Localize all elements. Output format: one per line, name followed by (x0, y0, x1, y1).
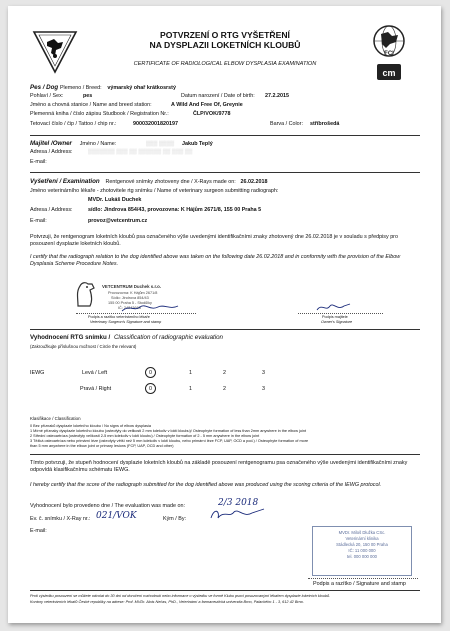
tattoo-label: Tetovací číslo / čip / Tattoo / chip nr.: (30, 121, 117, 127)
right-grade-0[interactable]: 0 (149, 386, 152, 392)
evaluator-stamp-line-2: Stádlecká 20, 150 00 Praha (336, 542, 388, 547)
owner-name-label: Jméno / Name: (79, 141, 117, 147)
color-value: stříbrošedá (310, 121, 340, 127)
xray-nr-value: 021/VOK (96, 511, 137, 521)
final-cz-statement: Tímto potvrzuji, že stupeň hodnocení dysplazie loketních kloubů na základě posouzení rentgenogramu psa označeného výše uvedenými identifikačními znaky odpovídá klasifikačnímu schématu IEWG. (30, 460, 408, 473)
evaluation-heading-en: Classification of radiographic evaluation (113, 334, 223, 341)
classification-heading: Klasifikace / Classification (30, 416, 81, 421)
vet-stamp-line-3: 155 00 Praha 5 - Stodůlky (108, 301, 152, 305)
left-label: Levá / Left (82, 370, 108, 376)
owner-heading: Majitel /Owner (30, 140, 72, 147)
breed-label: Plemeno / Breed: (59, 85, 102, 91)
svg-text:cm: cm (382, 68, 396, 78)
fci-emblem (364, 24, 414, 76)
evaluator-stamp-line-3: IČ: 11 000 000 (348, 548, 376, 553)
evaluation-instruction: (Zakroužkujte příslušnou možnost / Circle the relevant) (30, 344, 137, 349)
xray-value: 26.02.2018 (240, 179, 268, 185)
vet-address-value: sídlo: Jindrova 854/43, provozovna: K Hájům 2671/8, 155 00 Praha 5 (88, 207, 262, 213)
exam-heading: Vyšetření / Examination (30, 178, 100, 185)
xray-nr-label: Ev. č. snímku / X-Ray nr.: (30, 516, 91, 522)
dog-name-value: A Wild And Free Of, Greynie (171, 102, 243, 108)
exam-en-statement: I certify that the radiograph relation to the dog identified above was taken on the following date 26.02.2018 and in conformity with the provision of the Elbow Dysplasia Scheme Procedure Notes. (30, 254, 401, 267)
studbook-value: ČLP/VOK/9778 (193, 111, 231, 117)
vet-value: MVDr. Lukáš Duchek (88, 197, 142, 203)
evaluator-stamp-line-1: Veterinární klinika (345, 536, 379, 541)
evaluation-date-label: Vyhodnocení bylo provedeno dne / The evaluation was made on: (30, 503, 185, 509)
sex-label: Pohlaví / Sex: (30, 93, 64, 99)
dog-heading: Pes / Dog (30, 84, 59, 91)
right-grade-1[interactable]: 1 (189, 386, 192, 392)
final-en-statement: I hereby certify that the score of the radiograph submitted for the dog identified above was produced using the scoring criteria of the IEWG protocol. (30, 482, 382, 488)
evaluation-scheme: IEWG (30, 370, 45, 376)
vet-stamp-line-4: IČ: 24243663 (118, 306, 141, 310)
vet-stamp-title: VETCENTRUM Duchek s.r.o. (102, 284, 162, 289)
fci-globe-icon (364, 24, 414, 58)
left-grade-0[interactable]: 0 (149, 370, 152, 376)
vet-email-value: provoz@vetcentrum.cz (88, 218, 148, 224)
dog-club-emblem-icon (30, 26, 80, 76)
vet-signature-label-en: Veterinary Surgeon's Signature and stamp (90, 320, 162, 324)
owner-name-value: Jakub Teplý (181, 141, 213, 147)
evaluation-heading: Vyhodnocení RTG snímku / (30, 334, 111, 341)
exam-cz-statement: Potvrzuji, že rentgenogram loketních kloubů psa označeného výše uvedenými identifikačními znaky zhotovený dne 26.02.2018 je v souladu s předpisy pro posouzení dysplazie loketních kloubů. (30, 234, 398, 247)
classification-line-1: 1 Mírné příznaky dysplazie loketního kloubu (osteofyty do velikosti 2 mm kdekoliv v lokti kloubu)/ Osteophyte formation of less than 2mm anywhere in the elbow joint (30, 429, 307, 433)
evaluator-signature-label: Podpis a razítko / Signature and stamp (313, 581, 406, 587)
classification-line-3: 3 Těžká osteoartróza nebo primární léze (osteofyty větší než 5 mm kdekoliv v lokti kloubu, nebo primární léze FCP, UAP, OCD a pod.) / Osteophyte formation of more (30, 439, 309, 443)
footer-line-1: Proti výsledku posouzení se můžete odvolat do 30 dní od doručení rozhodnutí nebo informace o výsledku ve formě Klubu psovi posuzovanými lékařem dysplazie loketních kloubů. (30, 594, 331, 598)
owner-address-label: Adresa / Address: (30, 149, 73, 155)
title-line-2: NA DYSPLAZII LOKETNÍCH KLOUBŮ (149, 40, 301, 50)
page-subtitle: CERTIFICATE OF RADIOLOGICAL ELBOW DYSPLASIA EXAMINATION (133, 61, 317, 67)
vet-address-label: Adresa / Address: (30, 207, 73, 213)
evaluator-email-label: E-mail: (30, 528, 47, 534)
dob-value: 27.2.2015 (265, 93, 289, 99)
studbook-label: Plemenná kniha / číslo zápisu Studbook / Registration Nr.: (30, 111, 169, 117)
breed-value: výmarský ohař krátkosrstý (107, 85, 176, 91)
vet-signature-label-cz: Podpis a razítko veterinárního lékaře (88, 315, 150, 319)
tattoo-value: 900032001820197 (133, 121, 178, 127)
owner-address-redacted: ▒▒▒▒▒▒▒ ▒▒▒ ▒▒ ▒▒▒▒▒▒ ▒▒ ▒▒▒ ▒▒ (88, 149, 193, 155)
fci-logo-text: FCI (384, 51, 394, 57)
club-badge-icon (364, 63, 414, 81)
classification-line-0: 0 Bez příznaků dysplazie loketního kloubu / No signs of elbow dysplasia (30, 424, 151, 428)
right-grade-3[interactable]: 3 (262, 386, 265, 392)
vet-stamp-dog-icon (72, 278, 102, 310)
left-grade-1[interactable]: 1 (189, 370, 192, 376)
right-grade-2[interactable]: 2 (223, 386, 226, 392)
vet-stamp-line-2: Sídlo: Jindrova 854/43 (111, 296, 149, 300)
evaluator-stamp-line-4: tel. 000 000 000 (346, 554, 378, 559)
dog-name-label: Jméno a chovná stanice / Name and breed station: (30, 102, 152, 108)
color-label: Barva / Color: (270, 121, 303, 127)
footer-line-2: Kontory veterinárních lékařů České republiky na adrese: Prof. MVDr. Alois Nečas, PhD., Veterinární a farmaceutická univerzita Brno, Palackého 1 - 3, 612 42 Brno. (30, 600, 304, 604)
sex-value: pes (83, 93, 93, 99)
left-grade-2[interactable]: 2 (223, 370, 226, 376)
certificate-page: FCI cm POTVRZENÍ O RTG VYŠETŘENÍ NA DYSPLAZII LOKETNÍCH KLOUBŮ CERTIFICATE OF RADIOLOGICAL ELBOW DYSPLASIA EXAMINATION Pes / Dog Plemeno / Breed: výmarský ohař krátkosrstý Pohlaví / Sex: pes Datum narození / Date of birth: 27.2.2015 Jméno a chovná stanice / Name and breed station: A Wild And Free Of, Greynie Plemenná kniha / číslo zápisu Studbook / Registration Nr.: ČLP/VOK/9778 Tetovací číslo / čip / Tattoo / chip nr.: 900032001820197 Barva / Color: stříbrošedá Majitel /Owner Jméno / Name: ▒▒▒ ▒▒▒▒ Jakub Teplý Adresa / Address: ▒▒▒▒▒▒▒ ▒▒▒ ▒▒ ▒▒▒▒▒▒ ▒▒ ▒▒▒ ▒▒ E-mail: Vyšetření / Examination Rentgenové snímky zhotoveny dne / X-Rays made on: 26.02.2018 Jméno veterinárního lékaře - zhotovitele rtg snímku / Name of veterinary surgeon submitting radiograph: MVDr. Lukáš Duchek Adresa / Address: sídlo: Jindrova 854/43, provozovna: K Hájům 2671/8, 155 00 Praha 5 E-mail: provoz@vetcentrum.cz Potvrzuji, že rentgenogram loketních kloubů psa označeného výše uvedenými identifikačními znaky zhotovený dne 26.02.2018 je v souladu s předpisy pro posouzení dysplazie loketních kloubů. I certify that the radiograph relation to the dog identified above was taken on the following date 26.02.2018 and in conformity with the provision of the Elbow Dysplasia Scheme Procedure Notes. VETCENTRUM Duchek s.r.o. Provozovna: K Hájům 2671/8 Sídlo: Jindrova 854/43 155 00 Praha 5 - Stodůlky IČ: 24243663 Podpis a razítko veterinárního lékaře Veterinary Surgeon's Signature and stamp Podpis majitele Owner's Signature Vyhodnocení RTG snímku / Classification of radiographic evaluation (Zakroužkujte příslušnou možnost / Circle the relevant) IEWG Levá / Left Pravá / Right 0 1 2 3 0 1 2 3 Klasifikace / Classification 0 Bez příznaků dysplazie loketního kloubu / No signs of elbow dysplasia 1 Mírné příznaky dysplazie loketního kloubu (osteofyty do velikosti 2 mm kdekoliv v lokti kloubu)/ Osteophyte formation of less than 2mm anywhere in the elbow joint 2 Střední osteoartróza (osteofyty velikosti 2-5 mm kdekoliv v lokti kloubu) / Osteophyte formation of 2 - 5 mm anywhere in the elbow joint 3 Těžká osteoartróza nebo primární léze (osteofyty větší než 5 mm kdekoliv v lokti kloubu, nebo primární léze FCP, UAP, OCD a pod.) / Osteophyte formation of more than 5 mm anywhere in the elbow joint or primary lesions (FCP, UAP, OCD and other) Tímto potvrzuji, že stupeň hodnocení dysplazie loketních kloubů na základě posouzení rentgenogramu psa označeného výše uvedenými identifikačními znaky odpovídá klasifikačnímu schématu IEWG. I hereby certify that the score of the radiograph submitted for the dog identified above was produced using the scoring criteria of the IEWG protocol. Vyhodnocení bylo provedeno dne / The evaluation was made on: 2/3 2018 Ev. č. snímku / X-Ray nr.: 021/VOK Kým / By: E-mail: MVDr. Miloš Dlužka CSc. Veterinární klinika Stádlecká 20, 150 00 Praha IČ: 11 000 000 tel. 000 000 000 Podpis a razítko / Signature and stamp Proti výsledku posouzení se můžete odvolat do 30 dní od doručení rozhodnutí nebo informace o výsledku ve formě Klubu psovi posuzovanými lékařem dysplazie loketních kloubů. Kontory veterinárních lékařů České republiky na adrese: Prof. MVDr. Alois Nečas, PhD., Veterinární a farmaceutická univerzita Brno, Palackého 1 - 3, 612 42 Brno. (8, 6, 441, 623)
dob-label: Datum narození / Date of birth: (181, 93, 255, 99)
owner-signature (314, 300, 354, 314)
evaluator-stamp-line-0: MVDr. Miloš Dlužka CSc. (338, 530, 386, 535)
owner-email-label: E-mail: (30, 159, 47, 165)
vet-email-label: E-mail: (30, 218, 47, 224)
vet-label: Jméno veterinárního lékaře - zhotovitele rtg snímku / Name of veterinary surgeon submitting radiograph: (30, 188, 279, 194)
right-label: Pravá / Right (80, 386, 112, 392)
owner-signature-label-cz: Podpis majitele (322, 315, 348, 319)
by-label: Kým / By: (163, 516, 187, 522)
vet-stamp-line-1: Provozovna: K Hájům 2671/8 (108, 291, 158, 295)
evaluator-signature (208, 506, 268, 522)
classification-line-2: 2 Střední osteoartróza (osteofyty velikosti 2-5 mm kdekoliv v lokti kloubu) / Osteophyte formation of 2 - 5 mm anywhere in the elbow joint (30, 434, 260, 438)
classification-line-4: than 5 mm anywhere in the elbow joint or primary lesions (FCP, UAP, OCD and other) (30, 444, 174, 448)
left-grade-3[interactable]: 3 (262, 370, 265, 376)
evaluation-date-value: 2/3 2018 (218, 498, 259, 508)
evaluator-stamp (312, 526, 412, 576)
title-line-1: POTVRZENÍ O RTG VYŠETŘENÍ (160, 30, 290, 40)
owner-signature-label-en: Owner's Signature (321, 320, 353, 324)
xray-label: Rentgenové snímky zhotoveny dne / X-Rays made on: (105, 179, 236, 185)
